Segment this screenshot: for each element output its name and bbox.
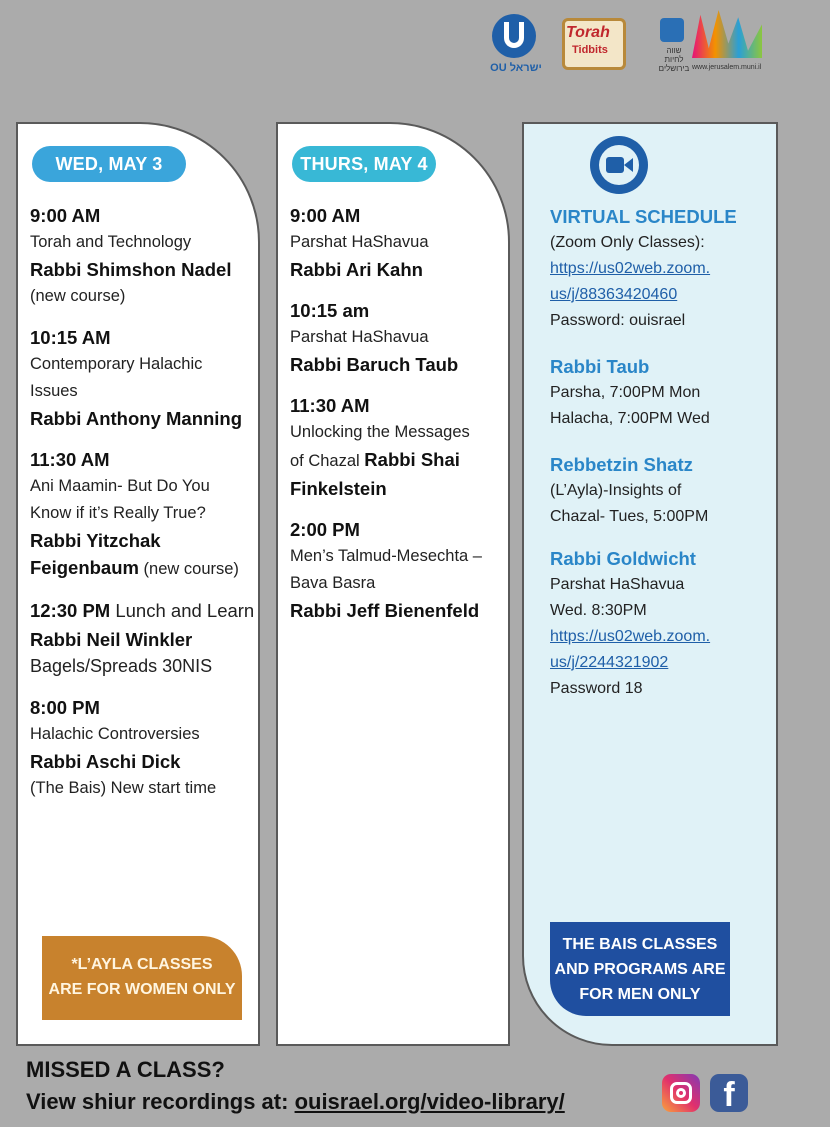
entry-rabbi: Rabbi Yitzchak <box>30 530 161 551</box>
zoom-link-2-cont[interactable]: us/j/2244321902 <box>550 654 669 671</box>
entry-time: 10:15 AM <box>30 327 111 348</box>
note-line: ARE FOR WOMEN ONLY <box>48 981 236 998</box>
schedule-entry <box>30 202 252 310</box>
note-line: THE BAIS CLASSES <box>562 936 718 953</box>
virtual-column <box>522 122 778 1046</box>
virtual-rebbetzin-shatz: Rebbetzin Shatz <box>550 454 693 475</box>
city-emblem-icon <box>660 18 684 42</box>
entry-rabbi: Rabbi Shai <box>364 449 460 470</box>
virtual-class-line: Halacha, 7:00PM Wed <box>550 410 710 427</box>
entry-topic: Bava Basra <box>290 574 376 592</box>
note-line: *L’AYLA CLASSES <box>71 956 213 973</box>
entry-topic: Halachic Controversies <box>30 725 200 743</box>
recordings-label: View shiur recordings at: <box>26 1089 295 1114</box>
entry-rabbi: Rabbi Ari Kahn <box>290 259 423 280</box>
schedule-entry <box>30 324 252 432</box>
schedule-entry <box>290 516 502 624</box>
entry-extra: (new course) <box>138 560 239 578</box>
virtual-schedule <box>550 204 770 702</box>
zoom-link-1-cont[interactable]: us/j/88363420460 <box>550 286 678 303</box>
schedule-entry <box>30 694 252 802</box>
entry-time-line <box>30 597 255 626</box>
schedule-entry <box>30 597 255 680</box>
zoom-password-2: Password 18 <box>550 680 643 697</box>
entry-topic: of Chazal <box>290 452 365 470</box>
entry-time: 11:30 AM <box>290 395 370 416</box>
entry-topic: Know if it’s Really True? <box>30 504 206 522</box>
entry-topic-line <box>290 446 502 475</box>
ou-mark-icon <box>492 14 536 58</box>
entry-topic: Parshat HaShavua <box>290 328 429 346</box>
entry-topic: Men’s Talmud-Mesechta – <box>290 547 482 565</box>
entry-time: 2:00 PM <box>290 519 360 540</box>
instagram-icon[interactable] <box>662 1074 700 1112</box>
entry-time: 11:30 AM <box>30 449 110 470</box>
note-line: FOR MEN ONLY <box>579 986 701 1003</box>
virtual-class-line: (L’Ayla)-Insights of <box>550 482 682 499</box>
entry-rabbi: Rabbi Aschi Dick <box>30 751 181 772</box>
entry-topic: Parshat HaShavua <box>290 233 429 251</box>
schedule-entry <box>290 202 502 283</box>
virtual-class-line: Chazal- Tues, 5:00PM <box>550 508 709 525</box>
entry-topic: Lunch and Learn <box>110 600 255 621</box>
day-label-wed: WED, MAY 3 <box>32 146 186 182</box>
entry-rabbi-surname: Finkelstein <box>290 478 387 499</box>
entry-topic: Ani Maamin- But Do You <box>30 477 210 495</box>
schedule-entry <box>290 297 502 378</box>
wednesday-schedule <box>30 202 255 816</box>
thursday-schedule <box>290 202 502 638</box>
entry-rabbi: Rabbi Anthony Manning <box>30 408 243 429</box>
zoom-link-1[interactable]: https://us02web.zoom. <box>550 260 711 277</box>
schedule-entry <box>30 446 252 583</box>
entry-topic: Contemporary Halachic <box>30 355 203 373</box>
entry-topic: Torah and Technology <box>30 233 192 251</box>
footer <box>26 1054 565 1118</box>
entry-rabbi: Rabbi Baruch Taub <box>290 354 459 375</box>
missed-class-heading: MISSED A CLASS? <box>26 1057 225 1082</box>
schedule-entry <box>290 392 502 502</box>
entry-time: 8:00 PM <box>30 697 100 718</box>
note-line: AND PROGRAMS ARE <box>554 961 726 978</box>
ou-logo-text: OU ישראל <box>490 62 542 74</box>
virtual-rabbi-goldwicht: Rabbi Goldwicht <box>550 548 696 569</box>
jerusalem-hebrew-text: שווה לחיות בירושלים <box>658 46 690 73</box>
jerusalem-art-icon <box>692 10 762 58</box>
zoom-password-1: Password: ouisrael <box>550 312 686 329</box>
day-label-thurs: THURS, MAY 4 <box>292 146 436 182</box>
torah-tidbits-logo <box>556 14 632 74</box>
video-library-link[interactable]: ouisrael.org/video-library/ <box>294 1089 565 1114</box>
virtual-heading: VIRTUAL SCHEDULE <box>550 206 737 227</box>
entry-time: 10:15 am <box>290 300 370 321</box>
sponsor-logos <box>488 10 772 78</box>
entry-rabbi: Rabbi Shimshon Nadel <box>30 259 232 280</box>
torah-logo-text: Torah <box>566 24 610 41</box>
virtual-class-line: Wed. 8:30PM <box>550 602 647 619</box>
video-camera-icon <box>590 136 648 194</box>
zoom-link-2[interactable]: https://us02web.zoom. <box>550 628 711 645</box>
entry-extra: (new course) <box>30 287 126 305</box>
entry-extra: Bagels/Spreads 30NIS <box>30 656 213 676</box>
entry-rabbi: Rabbi Jeff Bienenfeld <box>290 600 480 621</box>
jerusalem-municipality-logo <box>656 10 772 76</box>
men-only-note <box>550 922 730 1016</box>
recordings-line <box>26 1086 565 1118</box>
ou-israel-logo <box>488 14 544 80</box>
entry-time: 12:30 PM <box>30 600 111 621</box>
entry-extra: (The Bais) New start time <box>30 779 217 797</box>
facebook-icon[interactable]: f <box>710 1074 748 1112</box>
entry-topic: Issues <box>30 382 78 400</box>
entry-topic: Unlocking the Messages <box>290 423 470 441</box>
tidbits-logo-text: Tidbits <box>572 44 608 56</box>
women-only-note <box>42 936 242 1020</box>
virtual-class-line: Parshat HaShavua <box>550 576 685 593</box>
virtual-rabbi-taub: Rabbi Taub <box>550 356 650 377</box>
entry-time: 9:00 AM <box>290 205 361 226</box>
wednesday-column <box>16 122 260 1046</box>
virtual-class-line: Parsha, 7:00PM Mon <box>550 384 701 401</box>
entry-rabbi: Rabbi Neil Winkler <box>30 629 193 650</box>
entry-rabbi-surname: Feigenbaum <box>30 557 139 578</box>
jerusalem-url: www.jerusalem.muni.il <box>692 64 762 71</box>
entry-time: 9:00 AM <box>30 205 101 226</box>
entry-rabbi-line <box>30 554 252 583</box>
thursday-column <box>276 122 510 1046</box>
virtual-subheading: (Zoom Only Classes): <box>550 234 705 251</box>
